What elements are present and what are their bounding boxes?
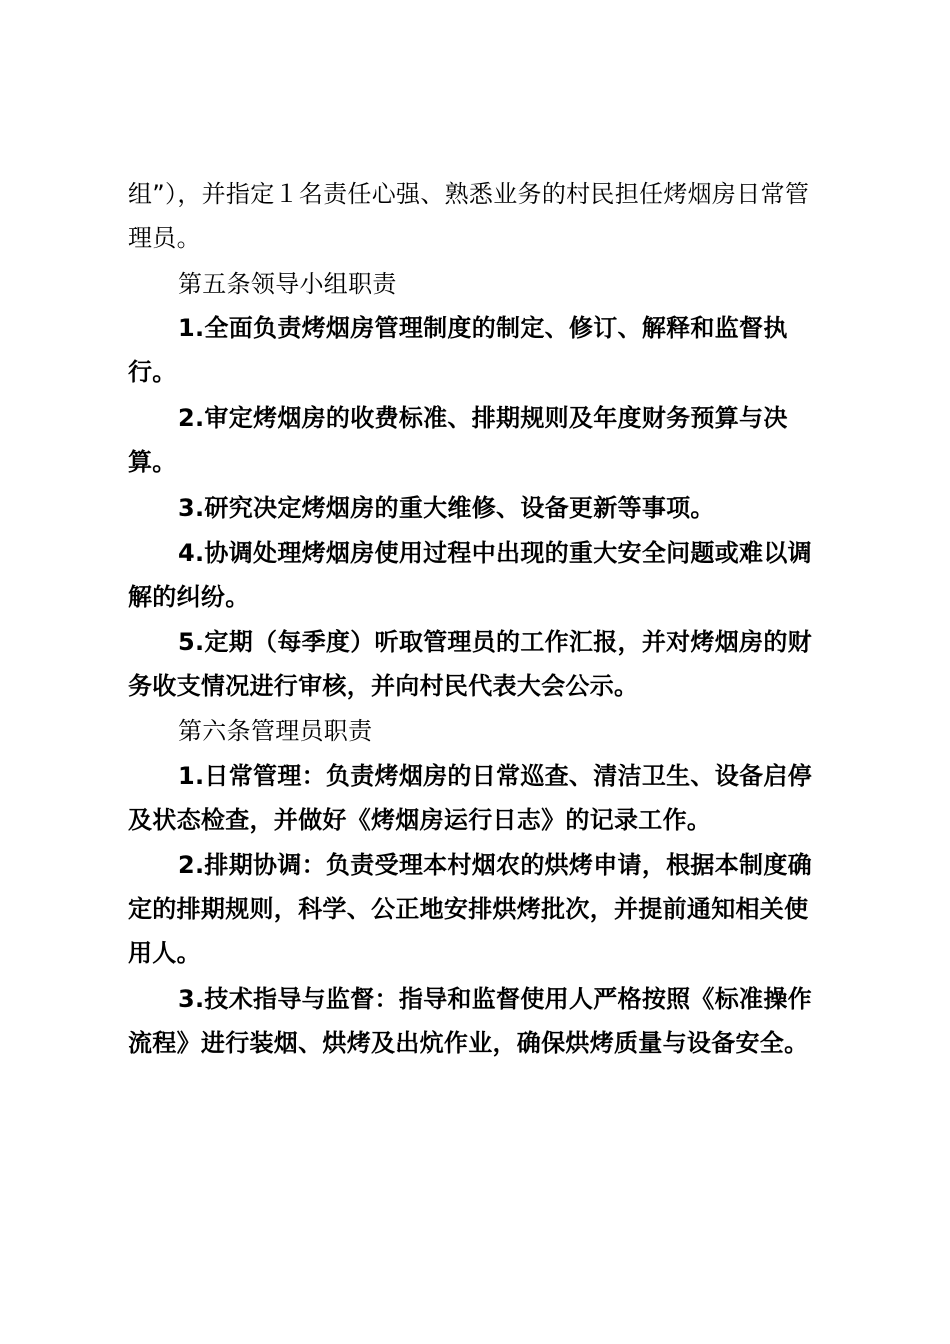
list-item-article-6-1: 1.日常管理：负责烤烟房的日常巡查、清洁卫生、设备启停及状态检查，并做好《烤烟房运行日志》的记录工作。 (128, 762, 812, 834)
section-heading-article-6: 第六条管理员职责 (178, 717, 373, 745)
list-item-article-5-3: 3.研究决定烤烟房的重大维修、设备更新等事项。 (178, 494, 715, 522)
list-item-article-6-2: 2.排期协调：负责受理本村烟农的烘烤申请，根据本制度确定的排期规则，科学、公正地安排烘烤批次，并提前通知相关使用人。 (128, 851, 812, 967)
list-item-article-5-2: 2.审定烤烟房的收费标准、排期规则及年度财务预算与决算。 (128, 404, 788, 476)
section-heading-article-5: 第五条领导小组职责 (178, 270, 397, 298)
list-item-article-5-5: 5.定期（每季度）听取管理员的工作汇报，并对烤烟房的财务收支情况进行审核，并向村民代表大会公示。 (128, 628, 812, 700)
list-item-article-5-4: 4.协调处理烤烟房使用过程中出现的重大安全问题或难以调解的纠纷。 (128, 539, 812, 611)
list-item-article-6-3: 3.技术指导与监督：指导和监督使用人严格按照《标准操作流程》进行装烟、烘烤及出炕作业，确保烘烤质量与设备安全。 (128, 985, 812, 1057)
paragraph-continuation: 组”），并指定１名责任心强、熟悉业务的村民担任烤烟房日常管理员。 (128, 180, 810, 252)
list-item-article-5-1: 1.全面负责烤烟房管理制度的制定、修订、解释和监督执行。 (128, 314, 788, 386)
